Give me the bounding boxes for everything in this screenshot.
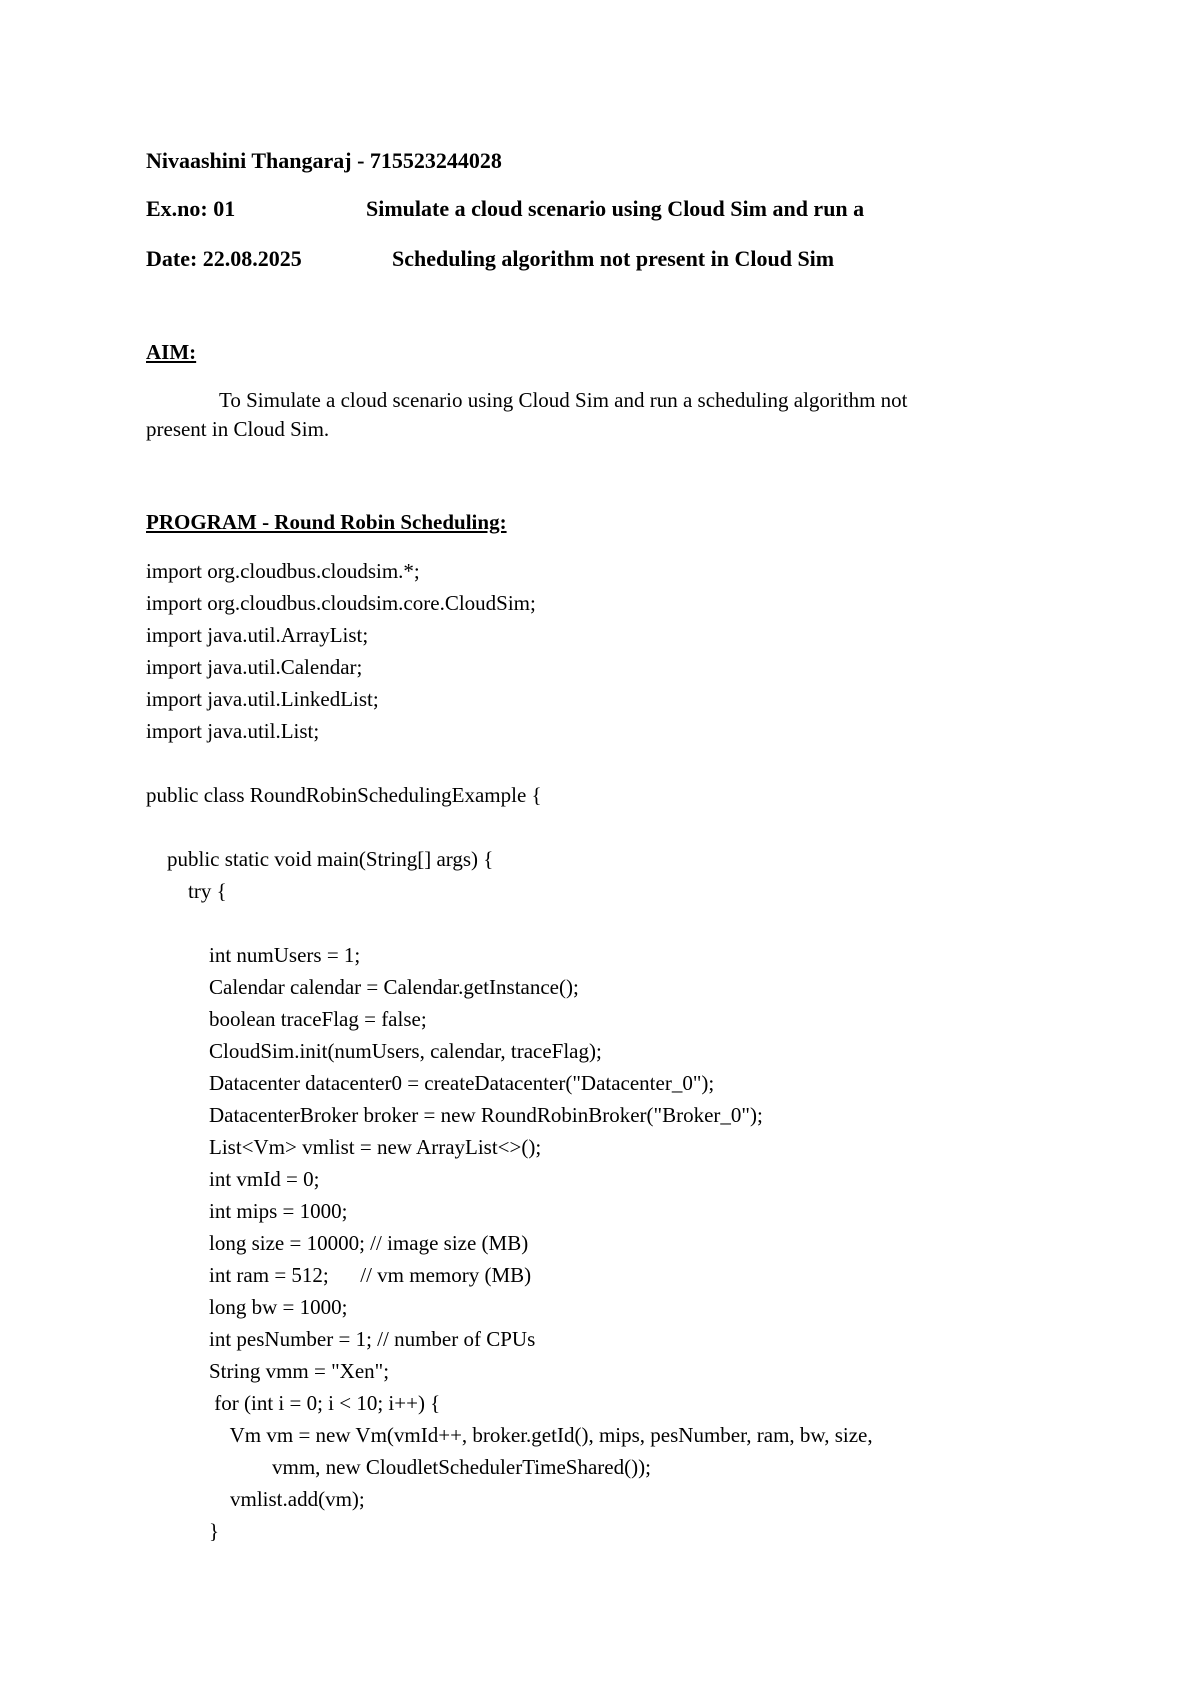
code-line: }	[146, 1519, 220, 1543]
code-line: Datacenter datacenter0 = createDatacenter("Datacenter_0");	[146, 1071, 715, 1095]
code-line: int ram = 512; // vm memory (MB)	[146, 1263, 532, 1287]
code-line: import java.util.Calendar;	[146, 655, 363, 679]
code-line: import org.cloudbus.cloudsim.*;	[146, 559, 420, 583]
code-block	[146, 555, 873, 1547]
aim-heading: AIM:	[146, 340, 197, 364]
code-line: int numUsers = 1;	[146, 943, 361, 967]
exercise-date: Date: 22.08.2025	[146, 246, 302, 271]
exercise-title-line-2: Scheduling algorithm not present in Cloud Sim	[392, 246, 835, 271]
code-line: import org.cloudbus.cloudsim.core.CloudSim;	[146, 591, 536, 615]
code-line: int pesNumber = 1; // number of CPUs	[146, 1327, 536, 1351]
code-line: import java.util.ArrayList;	[146, 623, 369, 647]
code-line	[146, 811, 873, 843]
code-line: for (int i = 0; i < 10; i++) {	[146, 1391, 441, 1415]
code-line: long bw = 1000;	[146, 1295, 348, 1319]
code-line	[146, 747, 873, 779]
student-name-id: Nivaashini Thangaraj - 715523244028	[146, 148, 502, 173]
aim-text-line-1: To Simulate a cloud scenario using Cloud Sim and run a scheduling algorithm not	[219, 388, 908, 412]
code-line: CloudSim.init(numUsers, calendar, traceFlag);	[146, 1039, 602, 1063]
code-line: Calendar calendar = Calendar.getInstance();	[146, 975, 579, 999]
code-line: long size = 10000; // image size (MB)	[146, 1231, 529, 1255]
code-line: import java.util.LinkedList;	[146, 687, 379, 711]
code-line: import java.util.List;	[146, 719, 320, 743]
code-line: DatacenterBroker broker = new RoundRobinBroker("Broker_0");	[146, 1103, 763, 1127]
code-line: try {	[146, 879, 227, 903]
code-line: List<Vm> vmlist = new ArrayList<>();	[146, 1135, 542, 1159]
code-line: vmlist.add(vm);	[146, 1487, 365, 1511]
code-line: Vm vm = new Vm(vmId++, broker.getId(), mips, pesNumber, ram, bw, size,	[146, 1423, 873, 1447]
code-line: public static void main(String[] args) {	[146, 847, 494, 871]
code-line: vmm, new CloudletSchedulerTimeShared());	[146, 1455, 651, 1479]
code-line	[146, 907, 873, 939]
code-line: String vmm = "Xen";	[146, 1359, 390, 1383]
code-line: boolean traceFlag = false;	[146, 1007, 427, 1031]
aim-text-line-2: present in Cloud Sim.	[146, 417, 330, 441]
exercise-title-line-1: Simulate a cloud scenario using Cloud Sim and run a	[366, 196, 865, 221]
code-line: public class RoundRobinSchedulingExample {	[146, 783, 542, 807]
exercise-number: Ex.no: 01	[146, 196, 236, 221]
program-heading: PROGRAM - Round Robin Scheduling:	[146, 510, 507, 534]
code-line: int mips = 1000;	[146, 1199, 348, 1223]
code-line: int vmId = 0;	[146, 1167, 320, 1191]
